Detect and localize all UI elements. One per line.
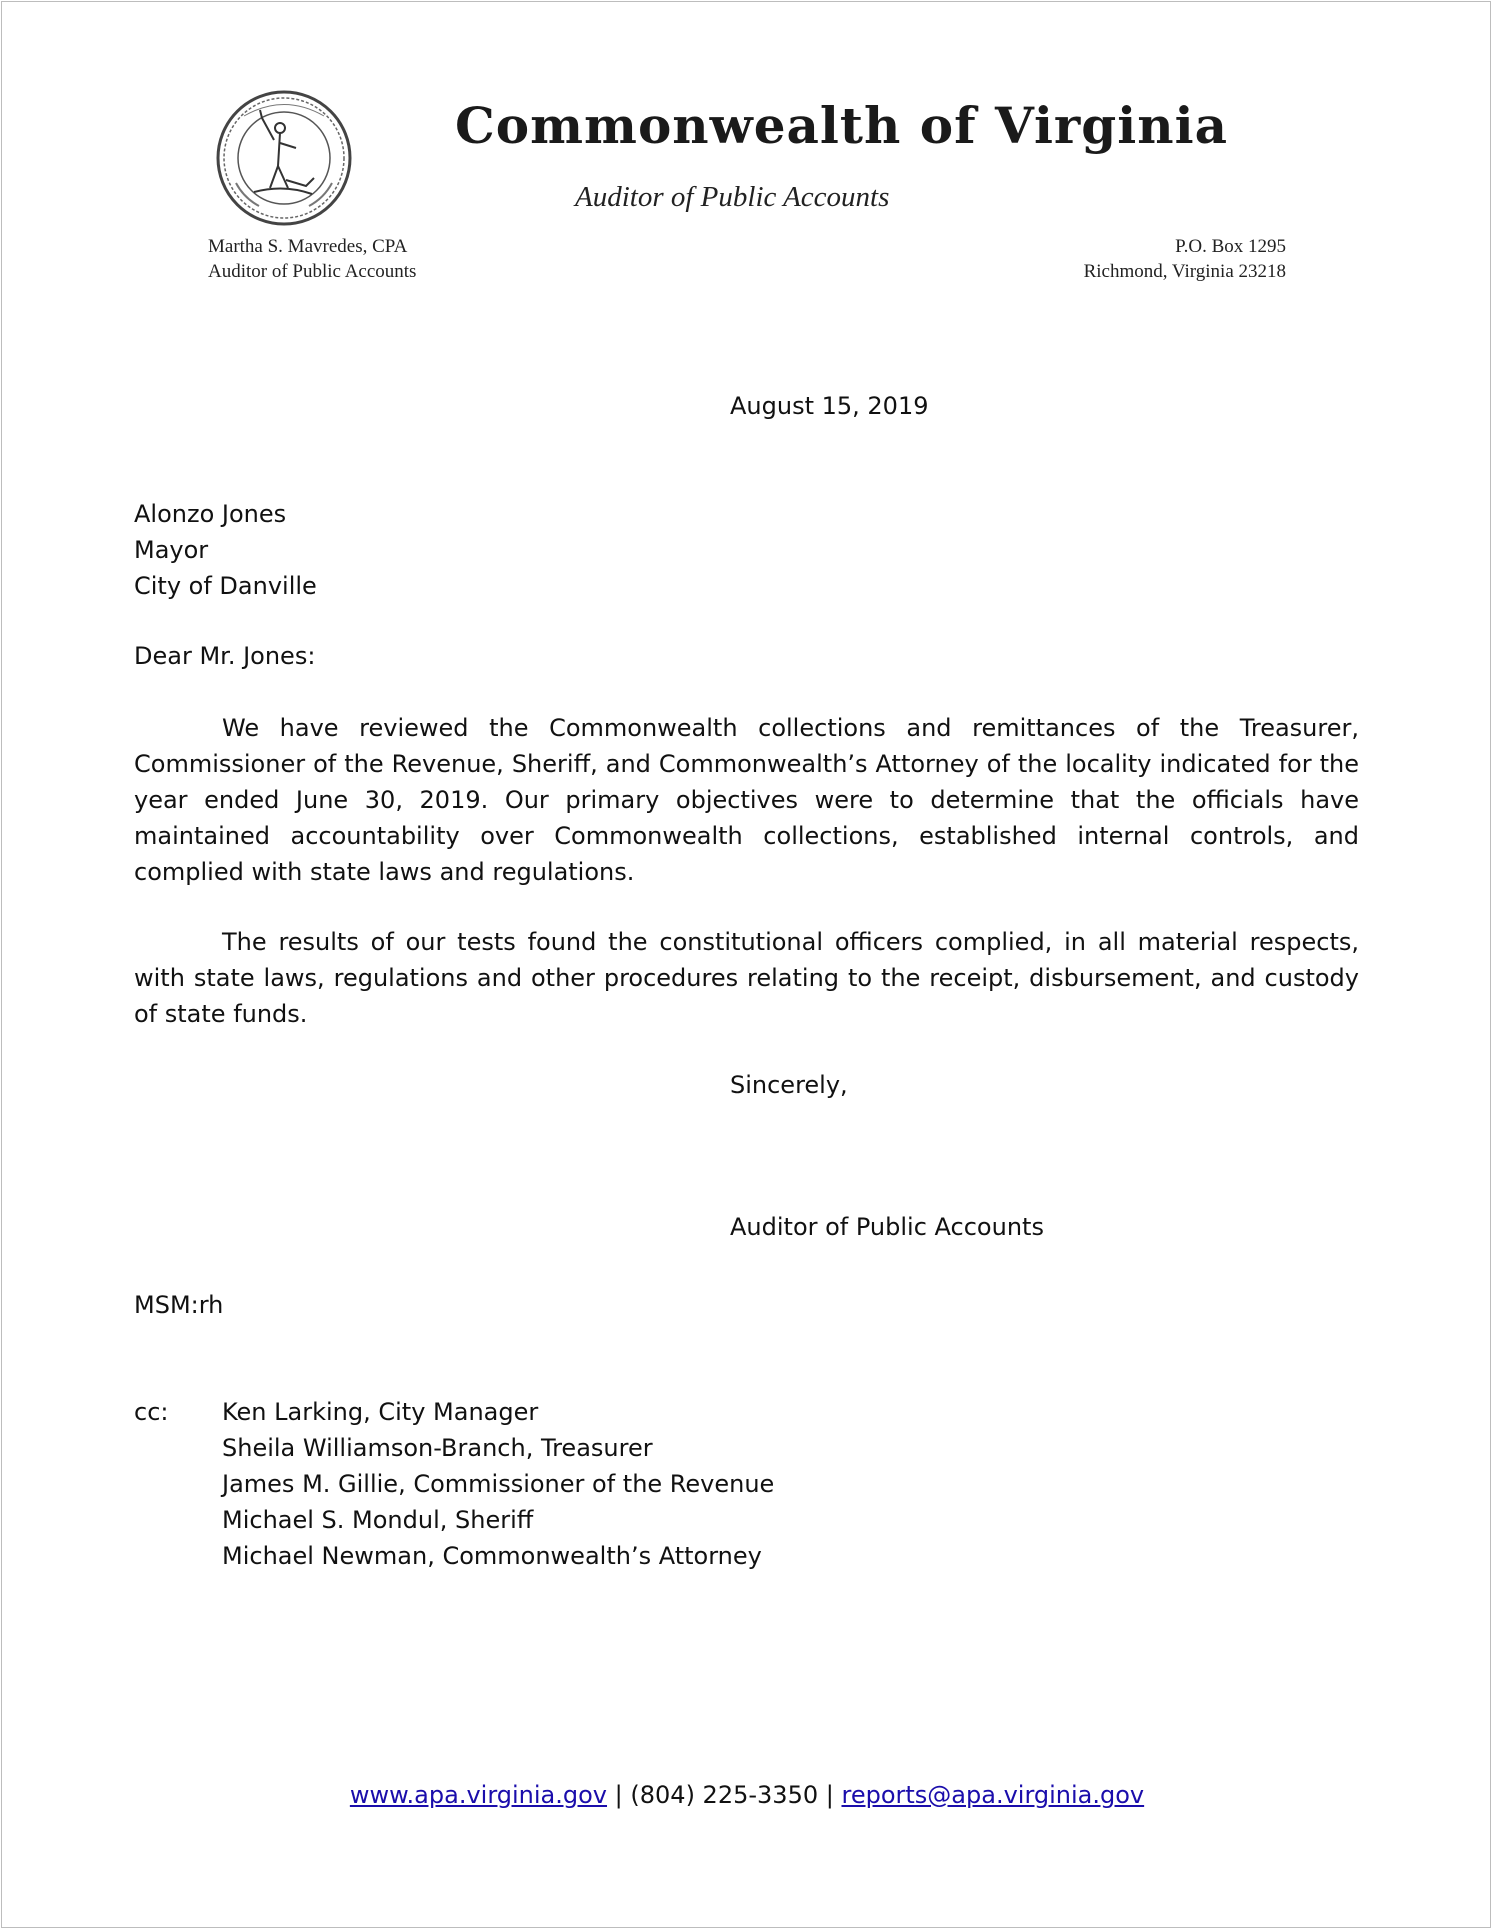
virginia-state-seal-icon xyxy=(214,88,354,228)
city-state-zip: Richmond, Virginia 23218 xyxy=(1083,261,1286,282)
mailing-address-block xyxy=(1084,234,1286,284)
salutation: Dear Mr. Jones: xyxy=(134,642,316,670)
recipient-title: Mayor xyxy=(134,536,209,564)
recipient-name: Alonzo Jones xyxy=(134,500,287,528)
cc-label: cc: xyxy=(134,1398,169,1426)
cc-item: Sheila Williamson-Branch, Treasurer xyxy=(222,1434,653,1462)
signer: Auditor of Public Accounts xyxy=(730,1213,1044,1241)
recipient-organization: City of Danville xyxy=(134,572,317,600)
cc-item: Michael S. Mondul, Sheriff xyxy=(222,1506,534,1534)
body-paragraph-1: We have reviewed the Commonwealth collections and remittances of the Treasurer, Commissioner of the Revenue, Sheriff, and Commonwealth’s Attorney of the locality indicated for the year ended June 30, 2019. Our primary objectives were to determine that the officials have maintained accountability over Commonwealth collections, established internal controls, and complied with state laws and regulations. xyxy=(134,714,1359,886)
letterhead-subtitle: Auditor of Public Accounts xyxy=(575,181,890,213)
phone-number: (804) 225-3350 xyxy=(630,1781,819,1809)
po-box: P.O. Box 1295 xyxy=(1175,236,1286,257)
cc-item: Ken Larking, City Manager xyxy=(222,1398,539,1426)
cc-item: Michael Newman, Commonwealth’s Attorney xyxy=(222,1542,762,1570)
footer-separator: | xyxy=(614,1781,623,1809)
footer xyxy=(0,1777,1494,1813)
reference-initials: MSM:rh xyxy=(134,1291,224,1319)
auditor-name-block xyxy=(208,234,416,284)
footer-separator: | xyxy=(825,1781,834,1809)
auditor-name: Martha S. Mavredes, CPA xyxy=(208,236,408,257)
email-link[interactable]: reports@apa.virginia.gov xyxy=(841,1781,1145,1809)
letterhead-title: Commonwealth of Virginia xyxy=(455,96,1228,155)
cc-list xyxy=(222,1394,774,1574)
closing: Sincerely, xyxy=(730,1071,848,1099)
letter-date: August 15, 2019 xyxy=(730,392,929,420)
auditor-title: Auditor of Public Accounts xyxy=(208,261,417,282)
website-link[interactable]: www.apa.virginia.gov xyxy=(349,1781,608,1809)
recipient-block xyxy=(134,496,317,604)
body-paragraph-2: The results of our tests found the constitutional officers complied, in all material respects, with state laws, regulations and other procedures relating to the receipt, disbursement, and custody of state funds. xyxy=(134,928,1359,1028)
cc-item: James M. Gillie, Commissioner of the Revenue xyxy=(222,1470,775,1498)
